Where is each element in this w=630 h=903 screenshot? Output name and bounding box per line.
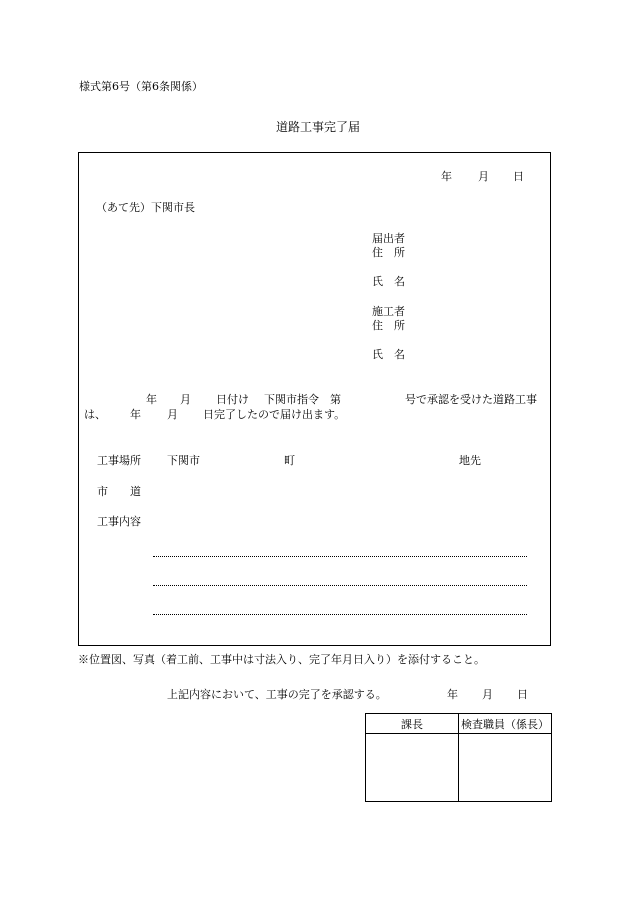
applicant-address-label: 住 所 [372, 246, 405, 259]
approval-text: 上記内容において、工事の完了を承認する。 [167, 688, 387, 701]
approval-month: 月 [482, 688, 493, 701]
site-town: 町 [284, 454, 295, 467]
body-line1-directive: 下関市指令 第 [264, 393, 341, 406]
approval-stamp-table [365, 713, 552, 802]
date-year: 年 [441, 170, 452, 183]
contractor-name-label: 氏 名 [372, 348, 405, 361]
applicant-label: 届出者 [372, 232, 405, 245]
stamp-cell-section-chief [366, 734, 459, 802]
body-line1-dated: 日付け [216, 393, 249, 406]
stamp-cell-inspector [459, 734, 552, 802]
form-number: 様式第6号（第6条関係） [79, 80, 203, 93]
applicant-name-label: 氏 名 [372, 275, 405, 288]
site-city: 下関市 [167, 454, 200, 467]
approval-year: 年 [447, 688, 458, 701]
body-line2-month: 月 [167, 408, 178, 421]
body-line2-year: 年 [130, 408, 141, 421]
site-label: 工事場所 [97, 454, 141, 467]
content-line-3 [153, 614, 527, 615]
addressee: （あて先）下関市長 [96, 201, 195, 214]
contractor-label: 施工者 [372, 305, 405, 318]
approval-day: 日 [517, 688, 528, 701]
stamp-header-section-chief: 課長 [366, 714, 459, 734]
body-line1-month: 月 [180, 393, 191, 406]
content-line-2 [153, 585, 527, 586]
road-label: 市 道 [97, 485, 141, 498]
body-line2-prefix: は、 [84, 408, 106, 421]
page-title: 道路工事完了届 [276, 120, 361, 134]
body-line1-year: 年 [146, 393, 157, 406]
attachment-note: ※位置図、写真（着工前、工事中は寸法入り、完了年月日入り）を添付すること。 [78, 653, 485, 666]
stamp-header-inspector: 検査職員（係長） [459, 714, 552, 734]
content-label: 工事内容 [97, 515, 141, 528]
body-line2-rest: 日完了したので届け出ます。 [203, 408, 346, 421]
date-month: 月 [478, 170, 489, 183]
date-day: 日 [513, 170, 524, 183]
contractor-address-label: 住 所 [372, 319, 405, 332]
site-suffix: 地先 [459, 454, 481, 467]
body-line1-rest: 号で承認を受けた道路工事 [405, 393, 537, 406]
content-line-1 [153, 556, 527, 557]
